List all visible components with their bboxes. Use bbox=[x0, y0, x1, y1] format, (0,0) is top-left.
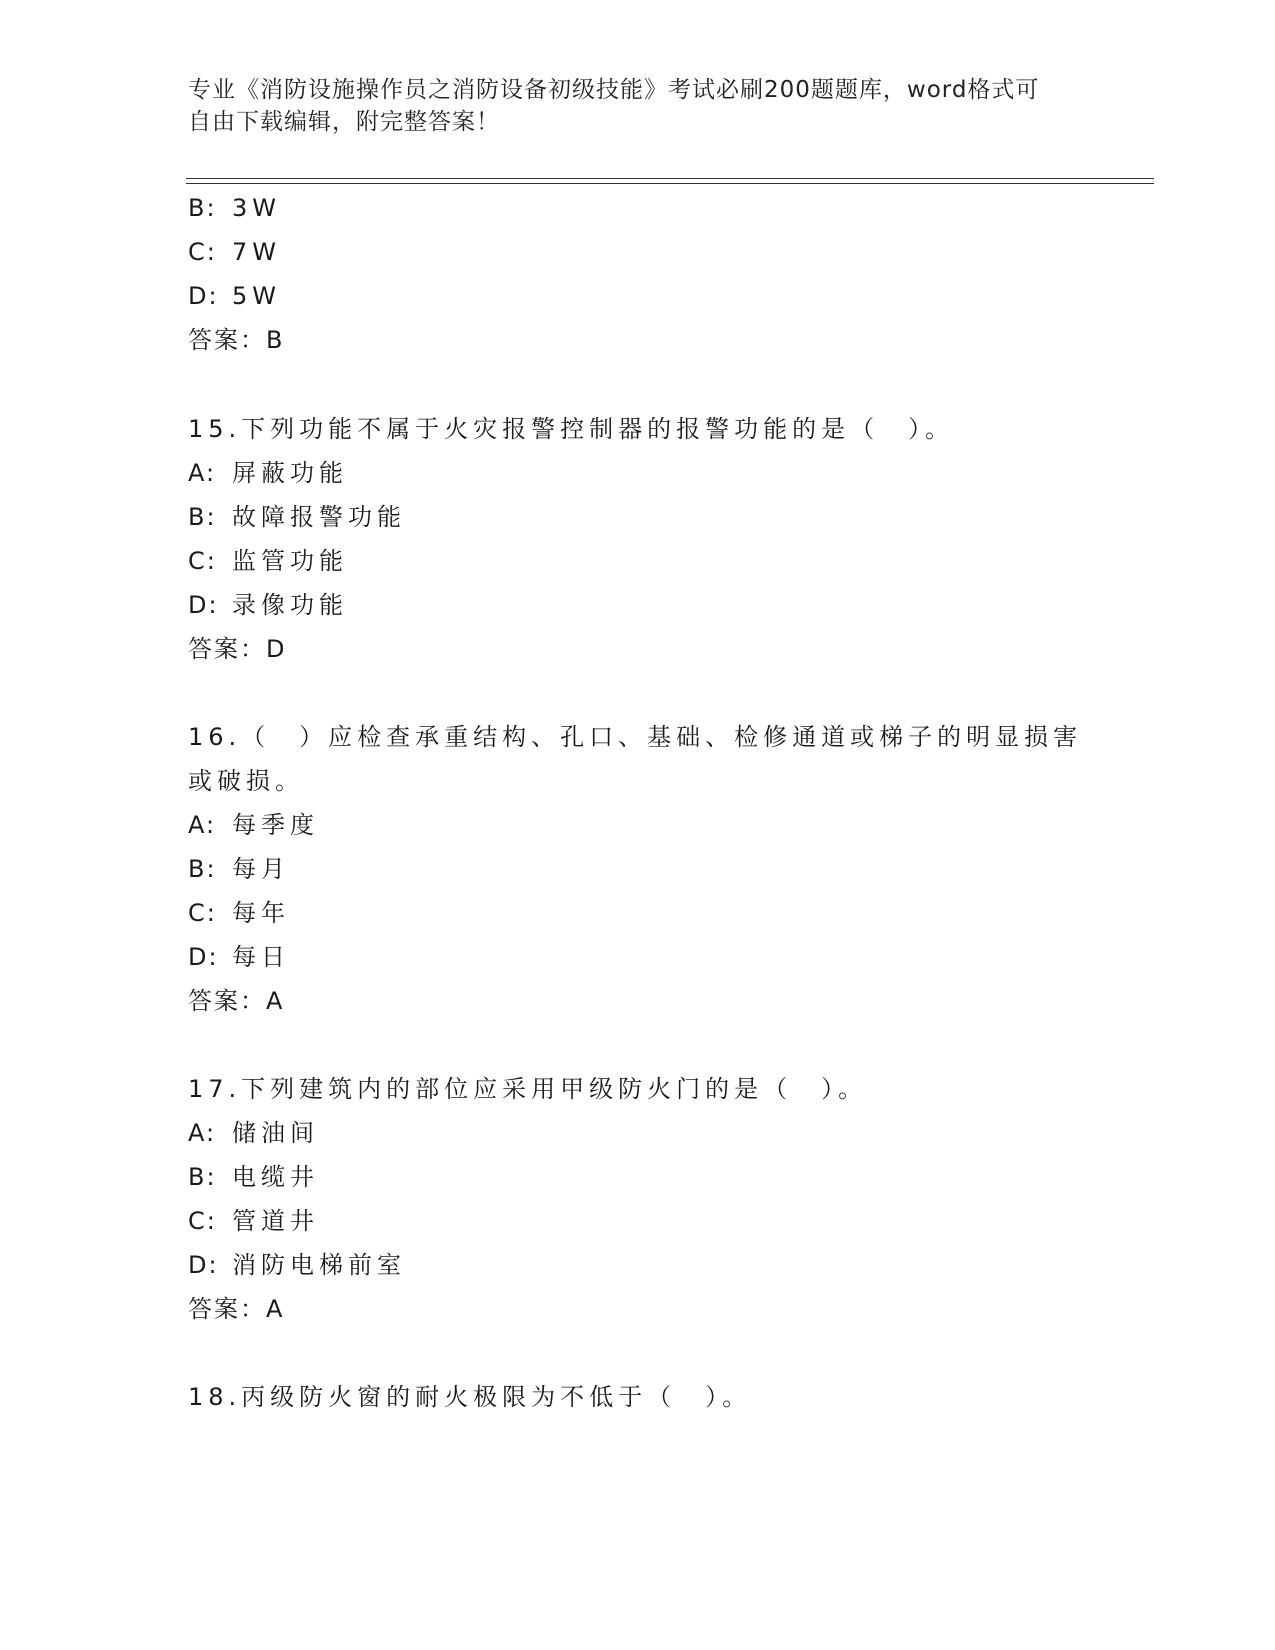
option-d bbox=[188, 1248, 406, 1282]
option-letter: D: bbox=[188, 282, 219, 310]
option-b bbox=[188, 500, 406, 534]
option-text: 储油间 bbox=[232, 1119, 319, 1147]
option-a bbox=[188, 808, 319, 842]
option-text: 5W bbox=[232, 282, 281, 310]
option-letter: A: bbox=[188, 811, 217, 839]
option-text: 管道井 bbox=[232, 1207, 319, 1235]
option-letter: C: bbox=[188, 238, 217, 266]
option-d bbox=[188, 279, 281, 313]
option-letter: A: bbox=[188, 1119, 217, 1147]
option-text: 每日 bbox=[232, 943, 290, 971]
option-a bbox=[188, 456, 348, 490]
option-text: 录像功能 bbox=[232, 591, 348, 619]
document-header bbox=[188, 74, 1068, 138]
option-b bbox=[188, 1160, 319, 1194]
option-letter: B: bbox=[188, 194, 217, 222]
answer-line: 答案：A bbox=[188, 987, 285, 1015]
option-d bbox=[188, 588, 348, 622]
option-letter: D: bbox=[188, 591, 219, 619]
option-b bbox=[188, 852, 290, 886]
option-c bbox=[188, 1204, 319, 1238]
option-c bbox=[188, 896, 290, 930]
option-text: 故障报警功能 bbox=[232, 503, 406, 531]
option-letter: C: bbox=[188, 1207, 217, 1235]
option-text: 每月 bbox=[232, 855, 290, 883]
option-letter: A: bbox=[188, 459, 217, 487]
option-c bbox=[188, 235, 281, 269]
option-letter: B: bbox=[188, 503, 217, 531]
option-d bbox=[188, 940, 290, 974]
option-letter: C: bbox=[188, 899, 217, 927]
question-stem-continued: 或破损。 bbox=[188, 767, 304, 795]
answer-line: 答案：B bbox=[188, 326, 285, 354]
question-stem: 16.（ ）应检查承重结构、孔口、基础、检修通道或梯子的明显损害 bbox=[188, 723, 1083, 751]
option-letter: D: bbox=[188, 1251, 219, 1279]
header-divider-bottom bbox=[186, 183, 1154, 184]
header-divider-top bbox=[186, 178, 1154, 179]
answer-line: 答案：A bbox=[188, 1295, 285, 1323]
option-text: 消防电梯前室 bbox=[232, 1251, 406, 1279]
option-text: 每年 bbox=[232, 899, 290, 927]
option-c bbox=[188, 544, 348, 578]
option-text: 监管功能 bbox=[232, 547, 348, 575]
question-stem: 18.丙级防火窗的耐火极限为不低于（ ）。 bbox=[188, 1383, 752, 1411]
option-b bbox=[188, 191, 281, 225]
question-stem: 15.下列功能不属于火灾报警控制器的报警功能的是（ ）。 bbox=[188, 415, 955, 443]
header-line-1: 专业《消防设施操作员之消防设备初级技能》考试必刷200题题库，word格式可 bbox=[188, 77, 1040, 103]
option-text: 电缆井 bbox=[232, 1163, 319, 1191]
header-line-2: 自由下载编辑，附完整答案！ bbox=[188, 109, 500, 135]
option-letter: B: bbox=[188, 1163, 217, 1191]
answer-line: 答案：D bbox=[188, 635, 287, 663]
option-text: 7W bbox=[232, 238, 281, 266]
option-a bbox=[188, 1116, 319, 1150]
option-text: 屏蔽功能 bbox=[232, 459, 348, 487]
option-letter: B: bbox=[188, 855, 217, 883]
option-text: 3W bbox=[232, 194, 281, 222]
option-text: 每季度 bbox=[232, 811, 319, 839]
option-letter: C: bbox=[188, 547, 217, 575]
question-stem: 17.下列建筑内的部位应采用甲级防火门的是（ ）。 bbox=[188, 1075, 868, 1103]
option-letter: D: bbox=[188, 943, 219, 971]
